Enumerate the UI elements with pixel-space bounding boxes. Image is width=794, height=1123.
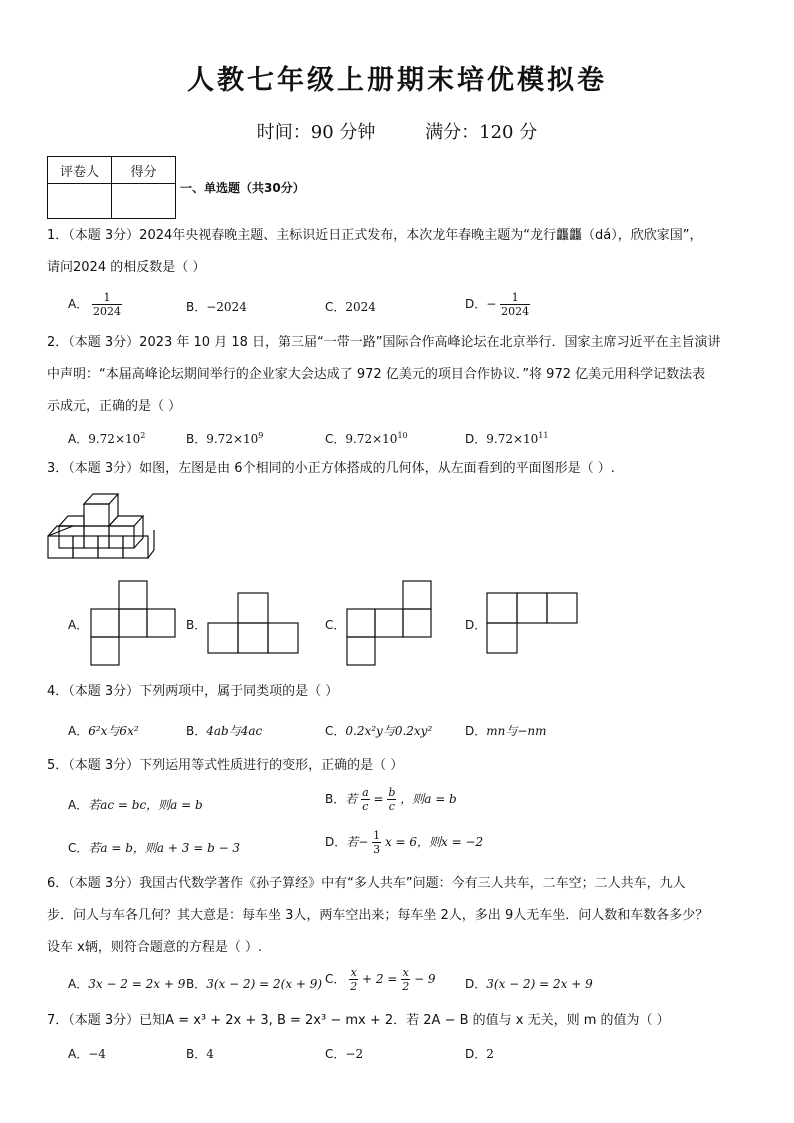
exam-time: 时间：90 分钟: [256, 122, 376, 143]
question-1: [47, 220, 757, 284]
q3-option-b: B．: [186, 618, 207, 632]
question-6-line-3: 设车 x辆，则符合题意的方程是（ ）.: [47, 940, 263, 955]
section-heading: 一、单选题（共30分）: [180, 181, 305, 195]
q4-option-d: D．mn与−nm: [465, 724, 547, 738]
q1-option-d: D．− $\frac{1}{2024}$: [465, 291, 530, 318]
q6-option-a: A．3x − 2 = 2x + 9: [68, 977, 186, 991]
question-6-line-1: 6．（本题 3分）我国古代数学著作《孙子算经》中有“多人共车”问题：今有三人共车，二车空；二人共车，九人: [47, 876, 686, 891]
question-2-line-1: 2．（本题 3分）2023 年 10 月 18 日，第三届“一带一路”国际合作高峰论坛在北京举行．国家主席习近平在主旨演讲: [47, 335, 721, 350]
q2-option-b: B．$9.72\times 10^9$: [186, 431, 264, 446]
q5-option-d: D．若− $\frac{1}{3}$ x = 6，则x = −2: [325, 829, 484, 856]
question-1-line-2: 请问2024 的相反数是（ ）: [47, 260, 206, 275]
q6-option-b: B．3(x − 2) = 2(x + 9): [186, 977, 323, 991]
q5-option-b: B．若 $\frac{a}{c}$ = $\frac{b}{c}$ ，则a = b: [325, 786, 457, 813]
question-7: 7．（本题 3分）已知A = x³ + 2x + 3, B = 2x³ − mx + 2．若 2A − B 的值与 x 无关，则 m 的值为（ ）: [47, 1013, 670, 1028]
q1-option-c: C．2024: [325, 300, 376, 314]
q1-option-a: A． $\frac{1}{2024}$: [68, 291, 122, 318]
q3-option-d: D．: [465, 618, 487, 632]
question-2-line-3: 示成元，正确的是（ ）: [47, 399, 182, 414]
q7-option-a: A．−4: [68, 1047, 106, 1061]
question-2: [47, 327, 757, 423]
q3-figure-a: [90, 580, 180, 668]
question-4: 4．（本题 3分）下列两项中，属于同类项的是（ ）: [47, 684, 339, 699]
q7-option-b: B．4: [186, 1047, 214, 1061]
score-header: 得分: [112, 157, 176, 184]
q4-option-b: B．4ab与4ac: [186, 724, 263, 738]
question-2-line-2: 中声明：“本届高峰论坛期间举行的企业家大会达成了 972 亿美元的项目合作协议．”将 972 亿美元用科学记数法表: [47, 367, 706, 382]
grader-header: 评卷人: [48, 157, 112, 184]
q4-option-a: A．6²x与6x²: [68, 724, 139, 738]
q3-figure-d: [486, 592, 581, 654]
q4-option-c: C．0.2x²y与0.2xy²: [325, 724, 433, 738]
q7-option-d: D．2: [465, 1047, 494, 1061]
question-1-line-1: 1．（本题 3分）2024年央视春晚主题、主标识近日正式发布，本次龙年春晚主题为“龙行龘龘（dá），欣欣家国”，: [47, 228, 703, 243]
q2-option-a: A．$9.72\times 10^2$: [68, 431, 146, 446]
q6-option-d: D．3(x − 2) = 2x + 9: [465, 977, 593, 991]
q5-option-c: C．若a = b，则a + 3 = b − 3: [68, 841, 241, 855]
page-title: 人教七年级上册期末培优模拟卷: [187, 65, 607, 96]
score-cell: [112, 184, 176, 219]
exam-info: [0, 118, 794, 144]
q3-option-c: C．: [325, 618, 346, 632]
q3-figure-c: [346, 580, 436, 668]
grader-cell: [48, 184, 112, 219]
exam-score: 满分：120 分: [425, 122, 538, 143]
q2-option-c: C．$9.72\times 10^{10}$: [325, 431, 408, 446]
q6-option-c: C． $\frac{x}{2}$ + 2 = $\frac{x}{2}$ − 9: [325, 966, 436, 993]
q3-figure-b: [207, 592, 302, 654]
question-6-line-2: 步．问人与车各几何？其大意是：每车坐 3人，两车空出来；每车坐 2人，多出 9人无车坐．问人数和车数各多少？: [47, 908, 709, 923]
cube-solid-figure: [46, 490, 156, 564]
grader-table: [47, 156, 176, 219]
q7-option-c: C．−2: [325, 1047, 364, 1061]
question-6: [47, 868, 757, 964]
q2-option-d: D．$9.72\times 10^{11}$: [465, 431, 549, 446]
q3-option-a: A．: [68, 618, 89, 632]
q1-option-b: B．−2024: [186, 300, 247, 314]
q5-option-a: A．若ac = bc，则a = b: [68, 798, 203, 812]
question-5: 5．（本题 3分）下列运用等式性质进行的变形，正确的是（ ）: [47, 758, 404, 773]
question-3: 3．（本题 3分）如图，左图是由 6个相同的小正方体搭成的几何体，从左面看到的平面图形是（ ）.: [47, 461, 615, 476]
